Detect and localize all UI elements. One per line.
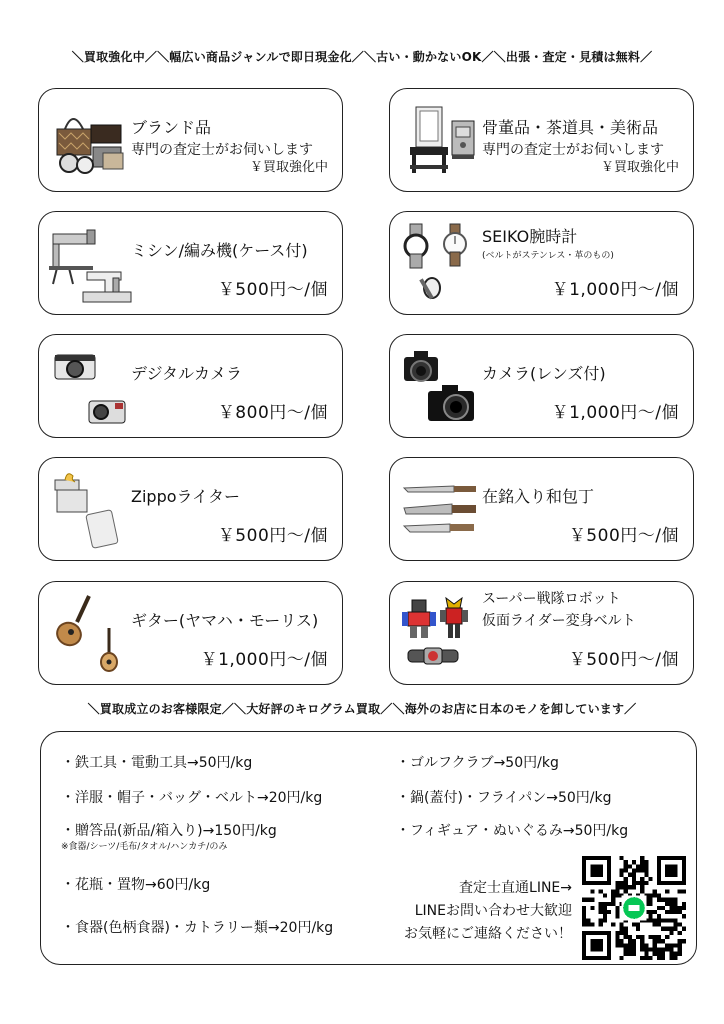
antique-icon [402,101,482,179]
kg-item: ・ゴルフクラブ→50円/kg [396,755,559,771]
kg-note: ※食器/シーツ/毛布/タオル/ハンカチ/のみ [61,842,228,852]
line-qr-code-icon[interactable] [582,856,686,960]
card-title: デジタルカメラ [131,364,243,383]
card-title-second: 仮面ライダー変身ベルト [482,613,636,629]
line-contact-text: LINEお問い合わせ大歓迎 [414,903,572,919]
card-knife[interactable] [389,457,694,561]
card-guitar[interactable] [38,581,343,685]
card-title: 在銘入り和包丁 [482,487,595,506]
lighter-icon [51,468,131,554]
card-sewing[interactable] [38,211,343,315]
card-title: ミシン/編み機(ケース付) [131,241,308,260]
line-contact-text: お気軽にご連絡ください！ [404,926,572,942]
card-zippo[interactable] [38,457,343,561]
card-title: ブランド品 [131,118,212,137]
kg-item: ・鉄工具・電動工具→50円/kg [61,755,253,771]
robot-toy-icon [398,592,486,676]
card-subtitle: 専門の査定士がお伺いします [131,142,313,158]
top-banner: ＼買取強化中／＼幅広い商品ジャンルで即日現金化／＼古い・動かないOK／＼出張・査定・見積は無料／ [71,50,653,64]
card-price: ￥1,000円〜/個 [200,650,328,670]
card-price: ￥500円〜/個 [217,280,328,300]
wristwatch-icon [402,222,482,310]
card-camera[interactable] [389,334,694,438]
card-title: SEIKO腕時計 [482,227,578,246]
card-seiko[interactable] [389,211,694,315]
card-title: カメラ(レンズ付) [482,364,606,383]
card-price: ￥500円〜/個 [568,526,679,546]
kilogram-price-box [40,731,697,965]
card-title: 骨董品・茶道具・美術品 [482,118,659,137]
card-subtitle: (ベルトがステンレス・革のもの) [482,251,614,261]
card-title: スーパー戦隊ロボット [482,591,621,607]
kg-item: ・贈答品(新品/箱入り)→150円/kg [61,823,277,839]
line-contact-text: 査定士直通LINE→ [459,880,572,896]
card-price: ￥800円〜/個 [217,403,328,423]
card-note: ￥買取強化中 [249,160,328,175]
slr-camera-icon [402,347,482,429]
mid-banner: ＼買取成立のお客様限定／＼大好評のキログラム買取／＼海外のお店に日本のモノを卸しています／ [87,702,637,716]
card-digicam[interactable] [38,334,343,438]
sewing-machine-icon [49,222,135,310]
kg-item: ・食器(色柄食器)・カトラリー類→20円/kg [61,920,334,936]
guitar-icon [49,590,135,678]
card-brand[interactable] [38,88,343,192]
card-subtitle: 専門の査定士がお伺いします [482,142,664,158]
card-price: ￥500円〜/個 [568,650,679,670]
digital-camera-icon [51,347,131,429]
card-note: ￥買取強化中 [600,160,679,175]
card-robot[interactable] [389,581,694,685]
brand-goods-icon [51,103,131,179]
kitchen-knife-icon [400,472,484,552]
card-antique[interactable] [389,88,694,192]
kg-item: ・洋服・帽子・バッグ・ベルト→20円/kg [61,790,323,806]
kg-item: ・鍋(蓋付)・フライパン→50円/kg [396,790,612,806]
card-price: ￥1,000円〜/個 [551,403,679,423]
card-title: ギター(ヤマハ・モーリス) [131,611,319,630]
card-price: ￥1,000円〜/個 [551,280,679,300]
kg-item: ・花瓶・置物→60円/kg [61,877,211,893]
card-price: ￥500円〜/個 [217,526,328,546]
kg-item: ・フィギュア・ぬいぐるみ→50円/kg [396,823,629,839]
card-title: Zippoライター [131,487,241,506]
